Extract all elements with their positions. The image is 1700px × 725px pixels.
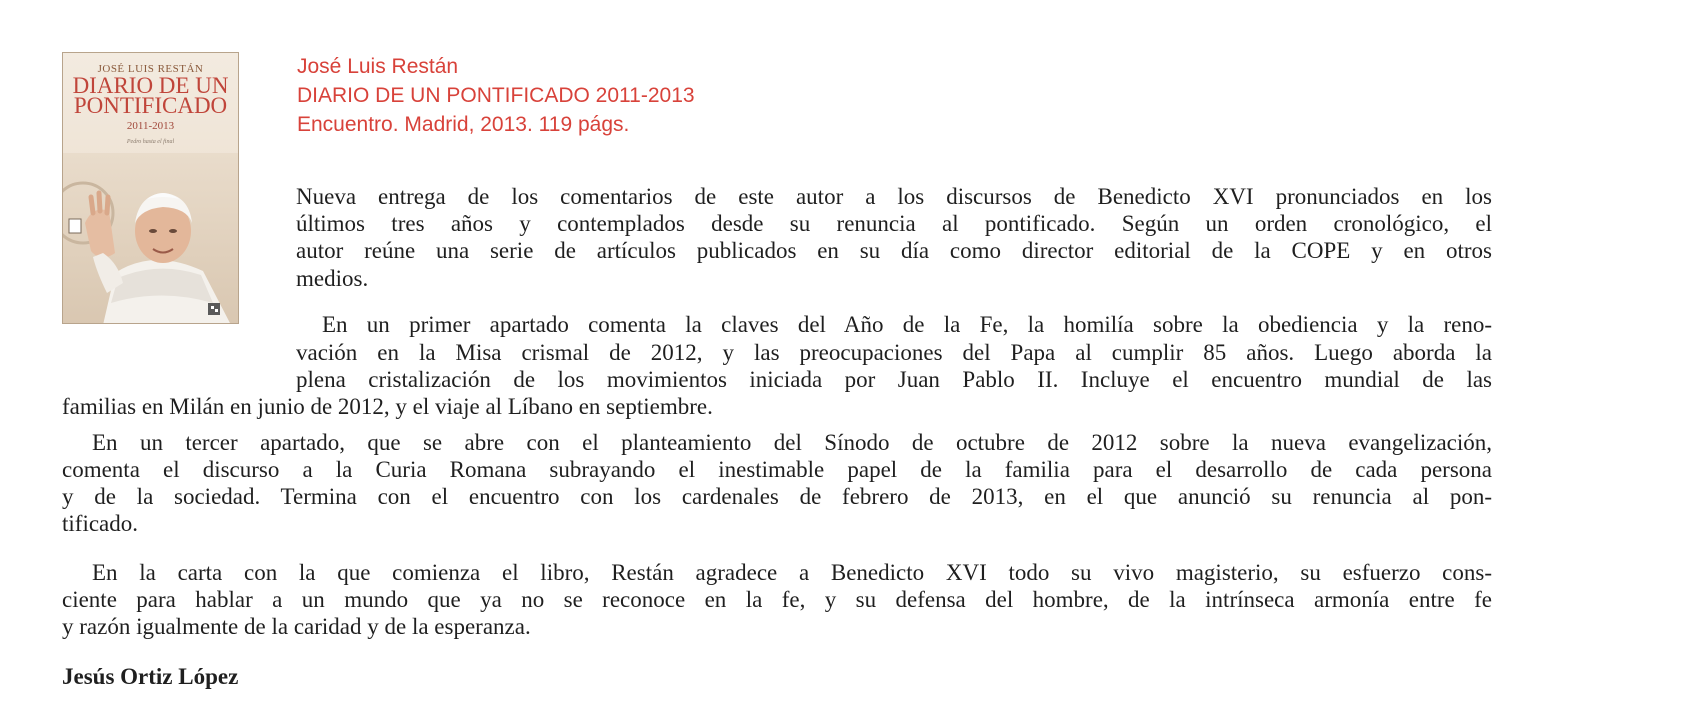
- body-line-6: vación en la Misa crismal de 2012, y las preocupaciones del Papa al cumplir 85 años. Luego aborda la: [296, 340, 1492, 365]
- pope-portrait-illustration: [63, 153, 239, 324]
- body-line-5: En un primer apartado comenta la claves del Año de la Fe, la homilía sobre la obediencia y la reno-: [322, 312, 1492, 337]
- body-line-9: En un tercer apartado, que se abre con el planteamiento del Sínodo de octubre de 2012 sobre la nueva evangelización,: [92, 430, 1492, 455]
- cover-title-line-2: PONTIFICADO: [73, 93, 228, 118]
- book-heading: [297, 52, 695, 139]
- body-line-8: familias en Milán en junio de 2012, y el viaje al Líbano en septiembre.: [62, 394, 713, 419]
- reviewer-signature: Jesús Ortiz López: [62, 664, 239, 689]
- book-publication-info: Encuentro. Madrid, 2013. 119 págs.: [297, 113, 630, 136]
- body-line-14: ciente para hablar a un mundo que ya no se reconoce en la fe, y su defensa del hombre, de la intrínseca armonía entre fe: [62, 587, 1492, 612]
- body-line-15: y razón igualmente de la caridad y de la esperanza.: [62, 614, 531, 639]
- cover-title-line-1: DIARIO DE UN: [72, 73, 229, 98]
- body-line-10: comenta el discurso a la Curia Romana subrayando el inestimable papel de la familia para el desarrollo de cada persona: [62, 457, 1492, 482]
- body-line-11: y de la sociedad. Termina con el encuentro con los cardenales de febrero de 2013, en el que anunció su renuncia al pon-: [62, 484, 1492, 509]
- cover-author: JOSÉ LUIS RESTÁN: [97, 63, 204, 75]
- book-cover-image: [62, 52, 239, 324]
- body-line-12: tificado.: [62, 511, 138, 536]
- cover-tagline: Pedro hasta el final: [126, 139, 175, 145]
- body-line-2: últimos tres años y contemplados desde su renuncia al pontificado. Según un orden cronológico, el: [296, 211, 1492, 236]
- cover-title: [63, 73, 238, 118]
- book-author: José Luis Restán: [297, 55, 459, 78]
- body-line-13: En la carta con la que comienza el libro, Restán agradece a Benedicto XVI todo su vivo magisterio, su esfuerzo cons-: [92, 560, 1492, 585]
- book-title: DIARIO DE UN PONTIFICADO 2011-2013: [297, 84, 695, 107]
- body-line-7: plena cristalización de los movimientos iniciada por Juan Pablo II. Incluye el encuentro mundial de las: [296, 367, 1492, 392]
- body-line-1: Nueva entrega de los comentarios de este autor a los discursos de Benedicto XVI pronunciados en los: [296, 184, 1492, 209]
- cover-years: 2011-2013: [126, 120, 175, 132]
- body-line-4: medios.: [296, 266, 369, 291]
- body-line-3: autor reúne una serie de artículos publicados en su día como director editorial de la COPE y en otros: [296, 238, 1492, 263]
